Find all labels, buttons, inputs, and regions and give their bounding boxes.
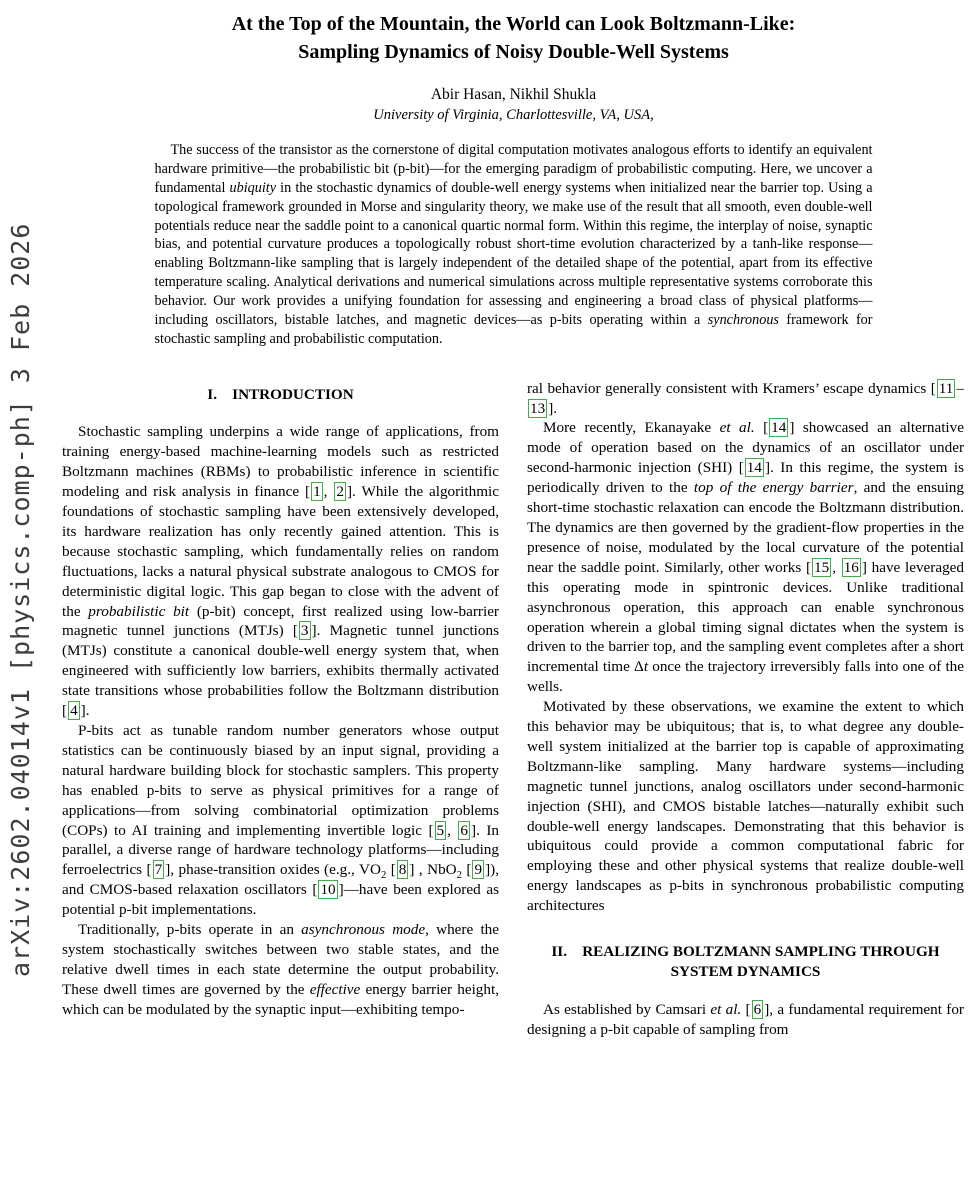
emphasis-text: asynchronous mode [301, 921, 426, 939]
paper-title-line2: Sampling Dynamics of Noisy Double-Well Systems [298, 41, 729, 63]
citation-ref[interactable]: 6 [460, 821, 469, 839]
emphasis-text: top of the energy barrier [693, 479, 854, 497]
citation-ref[interactable]: 11 [938, 379, 954, 397]
emphasis-text: et al. [719, 419, 755, 437]
citation-ref[interactable]: 7 [154, 861, 163, 879]
paper-body [62, 0, 965, 1039]
emphasis-text: t [643, 658, 649, 676]
paragraph: As established by Camsari et al. [ 6 ], a fundamental requirement for designing a p-bit capable of sampling from [527, 1000, 964, 1038]
abstract: The success of the transistor as the cornerstone of digital computation motivates analogous efforts to identify an equivalent hardware primitive—the probabilistic bit (p-bit)—for the emerging paradigm of probabilistic computing. Here, we uncover a fundamental ubiquity in the stochastic dynamics of double-well energy systems when initialized near the barrier top. Using a topological framework grounded in Morse and singularity theory, we make use of the result that all smooth, even double-well potentials reduce near the saddle point to a canonical quartic normal form. Within this regime, the interplay of noise, synaptic bias, and potential curvature produces a topologically robust short-time evolution characterized by a tanh-like response—enabling Boltzmann-like sampling that is largely independent of the detailed shape of the potential, apart from its effective temperature scaling. Analytical derivations and numerical simulations across multiple representative systems corroborate this behavior. Our work provides a unifying foundation for assessing and engineering a broad class of physical platforms—including oscillators, bistable latches, and magnetic devices—as p-bits operating within a synchronous framework for stochastic sampling and probabilistic computation. [154, 142, 873, 347]
citation-ref[interactable]: 5 [436, 821, 445, 839]
citation-ref[interactable]: 2 [336, 483, 344, 501]
paragraph: More recently, Ekanayake et al. [ 14 ] showcased an alternative mode of operation based on the dynamics of an oscillator under second-harmonic injection (SHI) [ 14 ]. In this regime, the system is periodically driven to the top of the energy barrier, and the ensuing short-time stochastic relaxation can encode the Boltzmann distribution. The dynamics are then governed by the gradient-flow properties in the presence of noise, modulated by the local curvature of the potential near the saddle point. Similarly, other works [ 15 , 16 ] have leveraged this operating mode in spintronic devices. Unlike traditional asynchronous operation, this approach can enable synchronous operation wherein a global timing signal dictates when the system is driven to the barrier top, and the sampling event completes after a short incremental time Δt once the trajectory irreversibly falls into one of the wells. [527, 419, 965, 696]
citation-ref[interactable]: 14 [771, 419, 787, 437]
emphasis-text: et al. [710, 1000, 742, 1018]
subscript-text: 2 [380, 870, 387, 882]
emphasis-text: effective [309, 980, 361, 998]
paragraph: Motivated by these observations, we examine the extent to which this behavior may be ubiquitous; that is, to what degree any double-well system initialized at the barrier top is capable of approximating Boltzmann-like sampling. Many hardware systems—including magnetic tunnel junctions, analog oscillators under second-harmonic injection (SHI), and CMOS bistable latches—naturally exhibit such double-well energy landscapes. Demonstrating that this behavior is ubiquitous could provide a common computational fabric for employing these and other physical systems that realize double-well energy landscapes as p-bits in synchronous probabilistic computing architectures [527, 698, 964, 915]
citation-ref[interactable]: 15 [814, 558, 830, 576]
paper-title [62, 10, 965, 66]
citation-ref[interactable]: 8 [398, 861, 407, 879]
citation-ref[interactable]: 16 [843, 558, 859, 576]
subscript-text: 2 [456, 870, 462, 882]
citation-ref[interactable]: 9 [474, 861, 483, 879]
paragraph: Traditionally, p-bits operate in an asynchronous mode, where the system stochastically switches between two stable states, and the relative dwell times in each state determine the output probability. These dwell times are governed by the effective energy barrier height, which can be modulated by the synaptic input—exhibiting tempo- [62, 921, 500, 1018]
authors: Abir Hasan, Nikhil Shukla [430, 86, 597, 103]
arxiv-watermark: arXiv:2602.04014v1 [physics.comp-ph] 3 Feb 2026 [6, 222, 35, 978]
paragraph: ral behavior generally consistent with Kramers’ escape dynamics [ 11 –13 ]. [527, 379, 964, 417]
paragraph: Stochastic sampling underpins a wide range of applications, from training energy-based machine-learning models such as restricted Boltzmann machines (RBMs) to probabilistic inference in scientific modeling and risk analysis in finance [ 1 , 2 ]. While the algorithmic foundations of stochastic sampling have been extensively developed, its hardware realization has only recently gained attention. This is because stochastic sampling, which fundamentally relies on random fluctuations, lacks a natural physical substrate analogous to CMOS for deterministic digital logic. This gap began to close with the advent of the probabilistic bit (p-bit) concept, first realized using low-barrier magnetic tunnel junctions (MTJs) [ 3 ]. Magnetic tunnel junctions (MTJs) constitute a canonical double-well energy system that, when engineered with sufficiently low barriers, exhibits thermally activated state transitions whose probabilities follow the Boltzmann distribution [ 4 ]. [62, 423, 499, 720]
citation-ref[interactable]: 3 [300, 622, 309, 640]
citation-ref[interactable]: 14 [746, 459, 762, 477]
left-column [62, 379, 499, 1040]
citation-ref[interactable]: 6 [753, 1000, 762, 1018]
section-heading: II. REALIZING BOLTZMANN SAMPLING THROUGH SYSTEM DYNAMICS [551, 943, 940, 980]
paper-title-line1: At the Top of the Mountain, the World can Look Boltzmann-Like: [231, 13, 796, 35]
emphasis-text: synchronous [707, 311, 779, 328]
right-column [527, 379, 964, 1040]
citation-ref[interactable]: 4 [70, 702, 78, 720]
emphasis-text: ubiquity [229, 179, 277, 196]
two-column-layout [62, 379, 965, 1040]
section-heading: I. INTRODUCTION [207, 385, 354, 403]
citation-ref[interactable]: 10 [320, 881, 336, 899]
citation-ref[interactable]: 1 [313, 483, 321, 501]
citation-ref[interactable]: 13 [530, 399, 546, 417]
emphasis-text: probabilistic bit [88, 602, 190, 620]
paragraph: P-bits act as tunable random number generators whose output statistics can be continuously biased by an input signal, providing a natural hardware building block for stochastic samplers. This property has enabled p-bits to serve as physical primitives for a range of applications—from solving combinatorial optimization problems (COPs) to AI training and implementing invertible logic [ 5 , 6 ]. In parallel, a diverse range of hardware technology platforms—including ferroelectrics [ 7 ], phase-transition oxides (e.g., $VO_2$ [ 8 ] , NbO$_2$ [ 9 ]), and CMOS-based relaxation oscillators [ 10 ]—have been explored as potential p-bit implementations. [62, 721, 499, 919]
affiliation: University of Virginia, Charlottesville, VA, USA, [373, 107, 654, 123]
